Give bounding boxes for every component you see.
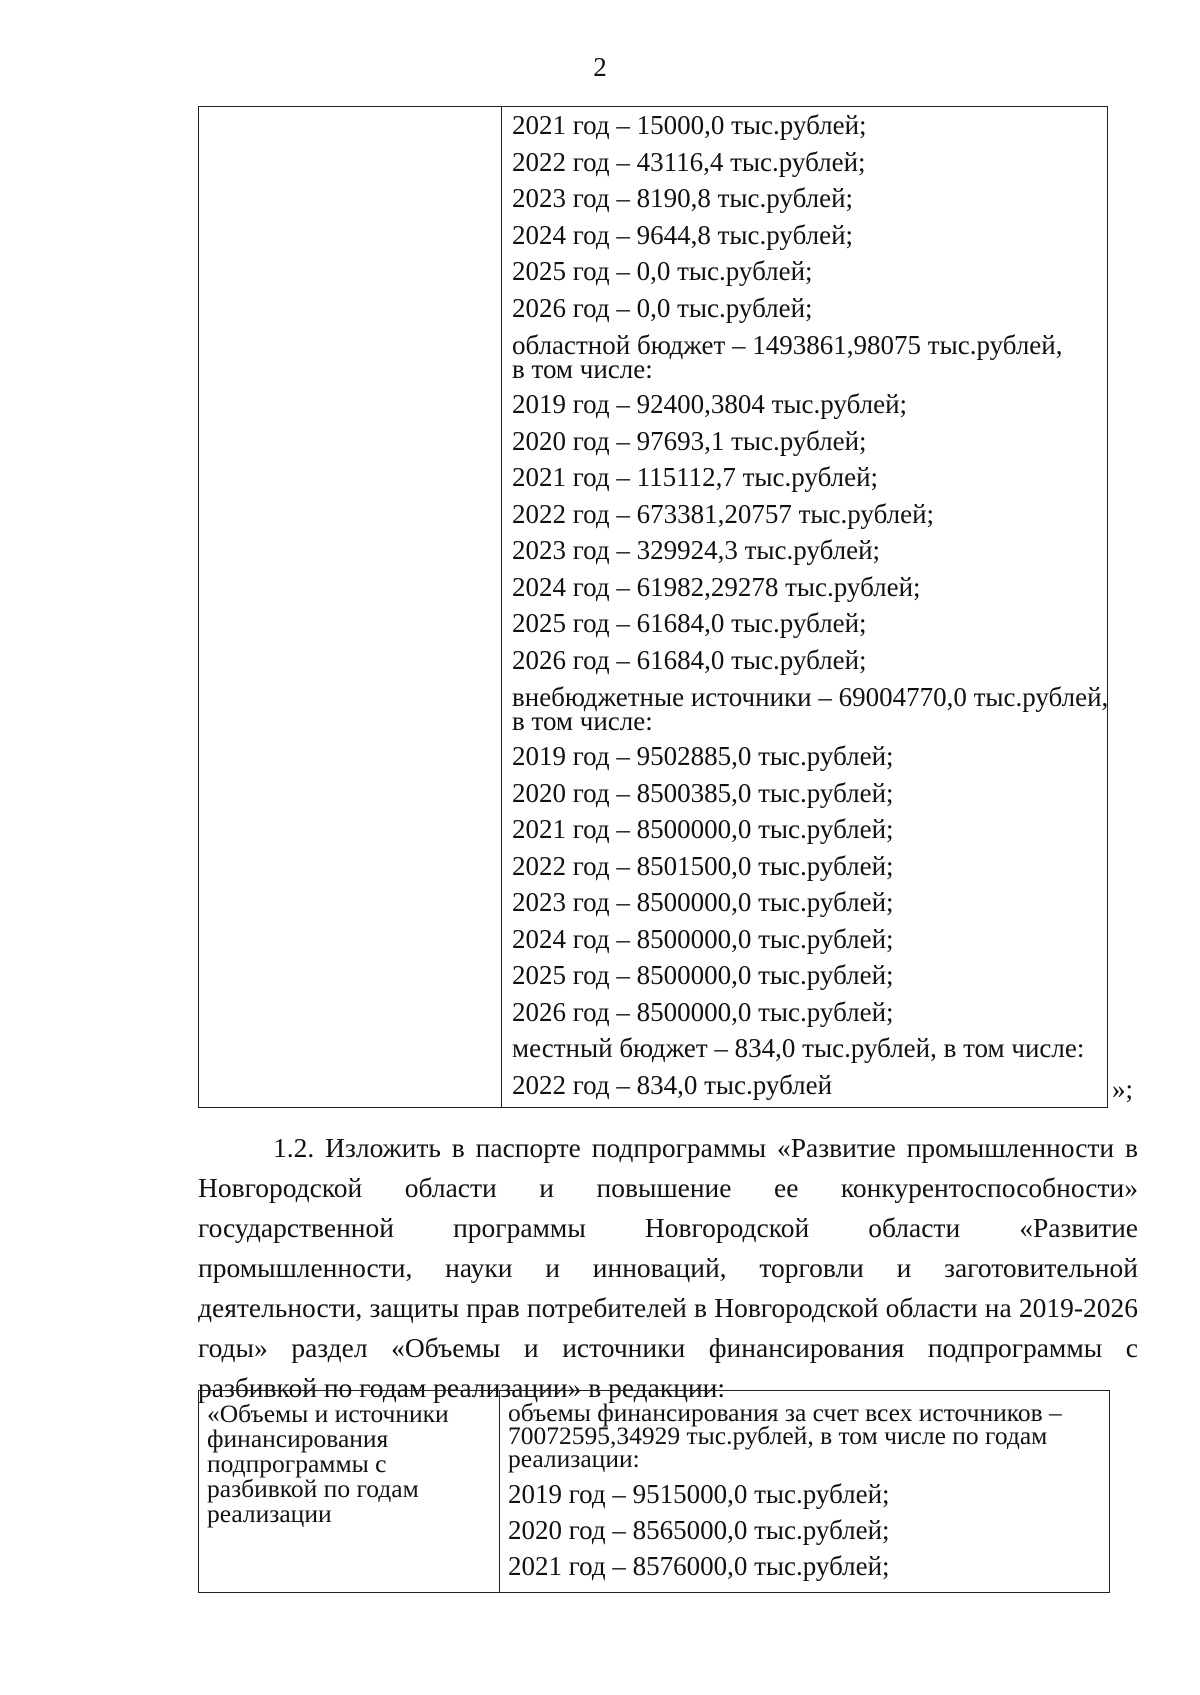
table1-line: 2022 год – 834,0 тыс.рублей (512, 1069, 833, 1100)
table1-line: в том числе: (512, 354, 653, 384)
table2-section-title: «Объемы и источники финансирования подпрограммы с разбивкой по годам реализации (207, 1399, 449, 1528)
table1-line: в том числе: (512, 706, 653, 736)
table1-line: 2019 год – 9502885,0 тыс.рублей; (512, 741, 894, 771)
table1-line: 2026 год – 8500000,0 тыс.рублей; (512, 996, 894, 1027)
table1-line: 2025 год – 0,0 тыс.рублей; (512, 256, 813, 286)
table2-line: 2019 год – 9515000,0 тыс.рублей; (508, 1479, 890, 1509)
table1-line: 2022 год – 673381,20757 тыс.рублей; (512, 498, 935, 529)
table1-line: областной бюджет – 1493861,98075 тыс.рублей, (512, 330, 1063, 360)
table1-line: 2023 год – 8500000,0 тыс.рублей; (512, 887, 894, 917)
page-number: 2 (593, 52, 607, 82)
table2-left-cell (199, 1391, 500, 1593)
table1-lines (502, 107, 1107, 1103)
table1-line: 2022 год – 43116,4 тыс.рублей; (512, 146, 866, 177)
table1-line: 2021 год – 8500000,0 тыс.рублей; (512, 814, 894, 844)
table1-line: 2025 год – 61684,0 тыс.рублей; (512, 608, 867, 638)
table1-line: 2020 год – 8500385,0 тыс.рублей; (512, 777, 894, 808)
table1-line: 2024 год – 8500000,0 тыс.рублей; (512, 923, 894, 954)
table1-line: 2026 год – 0,0 тыс.рублей; (512, 292, 813, 323)
table1-line: 2024 год – 61982,29278 тыс.рублей; (512, 571, 921, 602)
table1-right-cell (502, 107, 1108, 1108)
table1-line: местный бюджет – 834,0 тыс.рублей, в том числе: (512, 1033, 1085, 1063)
table1-line: 2021 год – 115112,7 тыс.рублей; (512, 462, 879, 492)
table2-intro: объемы финансирования за счет всех источников – 70072595,34929 тыс.рублей, в том числе по годам реализации: (508, 1398, 1062, 1473)
table1-line: 2021 год – 15000,0 тыс.рублей; (512, 110, 867, 140)
table2-line: 2020 год – 8565000,0 тыс.рублей; (508, 1515, 890, 1545)
table2-line: 2021 год – 8576000,0 тыс.рублей; (508, 1551, 890, 1581)
table1-line: 2020 год – 97693,1 тыс.рублей; (512, 425, 867, 456)
financing-table-new (198, 1390, 1110, 1593)
table1-left-cell (199, 107, 502, 1108)
closing-quote: »; (1112, 1074, 1134, 1104)
table1-line: 2025 год – 8500000,0 тыс.рублей; (512, 960, 894, 990)
table1-line: 2023 год – 8190,8 тыс.рублей; (512, 183, 854, 213)
table2-right-cell (500, 1391, 1110, 1593)
table1-line: 2023 год – 329924,3 тыс.рублей; (512, 535, 881, 565)
financing-table-continued (198, 106, 1108, 1108)
amendment-paragraph: 1.2. Изложить в паспорте подпрограммы «Развитие промышленности в Новгородской области и повышение ее конкурентоспособности» государственной программы Новгородской области «Развитие промышленности, науки и инноваций, торговли и заготовительной деятельности, защиты прав потребителей в Новгородской области на 2019-2026 годы» раздел «Объемы и источники финансирования подпрограммы с разбивкой по годам реализации» в редакции: (198, 1132, 1138, 1403)
table1-line: 2022 год – 8501500,0 тыс.рублей; (512, 850, 894, 881)
table1-line: 2026 год – 61684,0 тыс.рублей; (512, 644, 867, 675)
table1-line: 2019 год – 92400,3804 тыс.рублей; (512, 389, 908, 419)
table1-line: 2024 год – 9644,8 тыс.рублей; (512, 219, 854, 250)
table1-line: внебюджетные источники – 69004770,0 тыс.рублей, (512, 682, 1109, 712)
